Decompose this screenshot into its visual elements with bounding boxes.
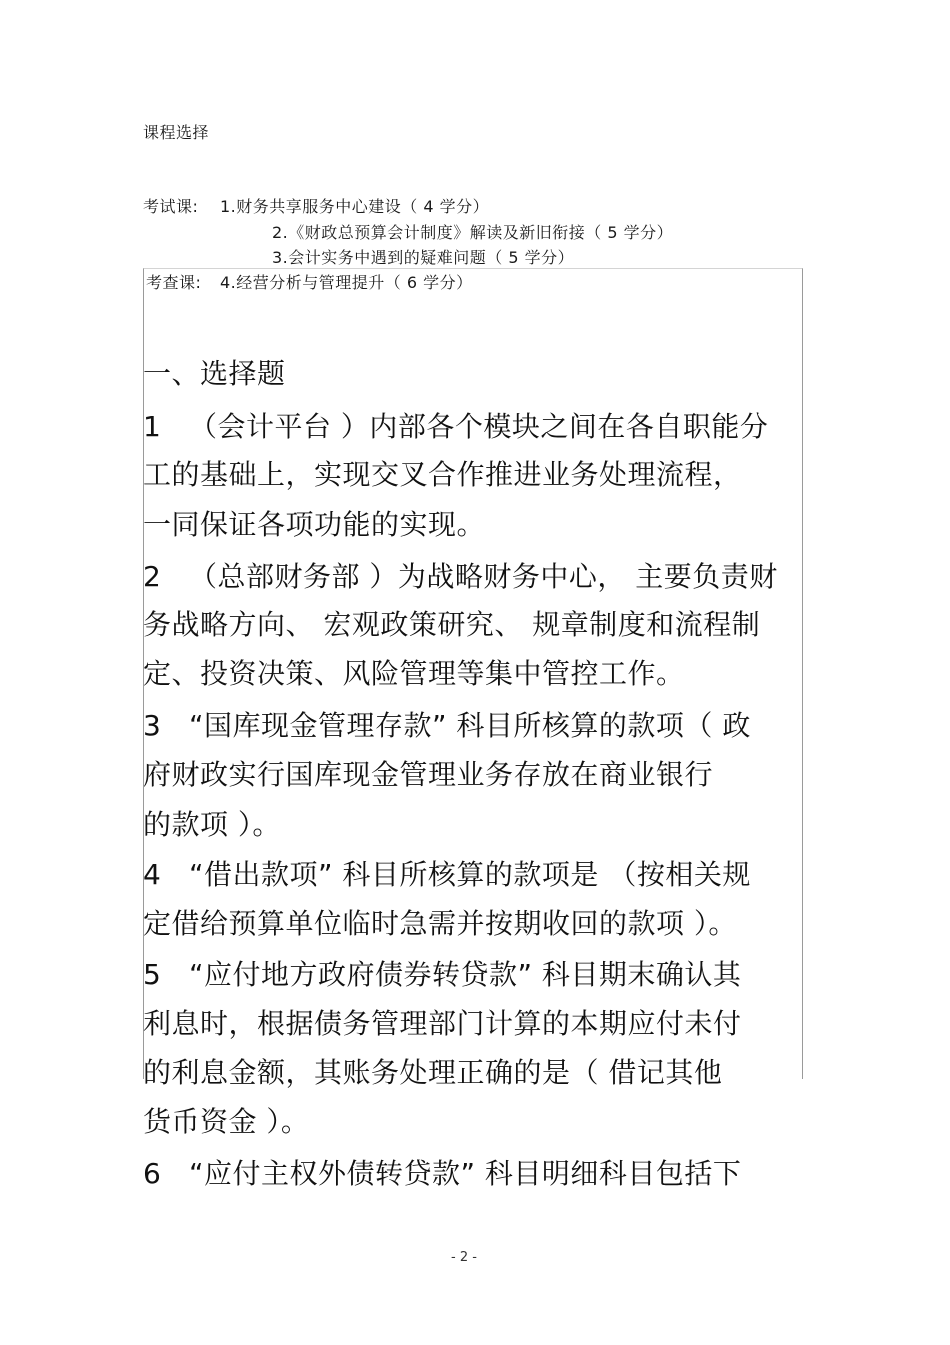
question-3-text: “国库现金管理存款” 科目所核算的款项（ 政 xyxy=(189,709,751,742)
question-4-number: 4 xyxy=(143,858,162,891)
question-2-line-3: 定、投资决策、风险管理等集中管控工作。 xyxy=(143,657,685,690)
question-3-line-1 xyxy=(143,704,751,744)
question-2-text: （总部财务部 ）为战略财务中心， 主要负责财 xyxy=(189,560,778,593)
question-1-text: （会计平台 ）内部各个模块之间在各自职能分 xyxy=(189,410,769,443)
question-5-text: “应付地方政府债券转贷款” 科目期末确认其 xyxy=(189,958,742,991)
question-1-line-3: 一同保证各项功能的实现。 xyxy=(143,508,486,541)
question-5-line-4: 货币资金 ）。 xyxy=(143,1105,310,1138)
course-selection-title: 课程选择 xyxy=(143,123,210,142)
exam-course-1: 1.财务共享服务中心建设（ 4 学分） xyxy=(220,197,490,216)
exam-label: 考试课: xyxy=(143,197,199,216)
question-2-line-1 xyxy=(143,555,778,595)
question-1-line-2: 工的基础上，实现交叉合作推进业务处理流程， xyxy=(143,458,742,491)
question-3-line-2: 府财政实行国库现金管理业务存放在商业银行 xyxy=(143,758,714,791)
question-6-line-1 xyxy=(143,1152,741,1192)
exam-course-3: 3.会计实务中遇到的疑难问题（ 5 学分） xyxy=(272,248,575,267)
section-heading: 一、选择题 xyxy=(143,357,286,390)
check-label: 考查课: xyxy=(146,273,202,292)
question-3-number: 3 xyxy=(143,709,162,742)
exam-course-2: 2.《财政总预算会计制度》解读及新旧衔接（ 5 学分） xyxy=(272,223,674,242)
check-course-1: 4.经营分析与管理提升（ 6 学分） xyxy=(220,273,473,292)
question-4-text: “借出款项” 科目所核算的款项是 （按相关规 xyxy=(189,858,751,891)
question-1-number: 1 xyxy=(143,410,162,443)
question-3-line-3: 的款项 ）。 xyxy=(143,808,281,841)
question-2-number: 2 xyxy=(143,560,162,593)
question-5-line-3: 的利息金额，其账务处理正确的是（ 借记其他 xyxy=(143,1056,723,1089)
question-2-line-2: 务战略方向、 宏观政策研究、 规章制度和流程制 xyxy=(143,608,761,641)
question-6-number: 6 xyxy=(143,1157,162,1190)
question-6-text: “应付主权外债转贷款” 科目明细科目包括下 xyxy=(189,1157,742,1190)
question-5-number: 5 xyxy=(143,958,162,991)
question-5-line-1 xyxy=(143,953,741,993)
question-4-line-1 xyxy=(143,853,751,893)
question-1-line-1 xyxy=(143,405,768,445)
question-5-line-2: 利息时，根据债务管理部门计算的本期应付未付 xyxy=(143,1007,742,1040)
question-4-line-2: 定借给预算单位临时急需并按期收回的款项 ）。 xyxy=(143,907,737,940)
page-number: - 2 - xyxy=(451,1250,477,1265)
